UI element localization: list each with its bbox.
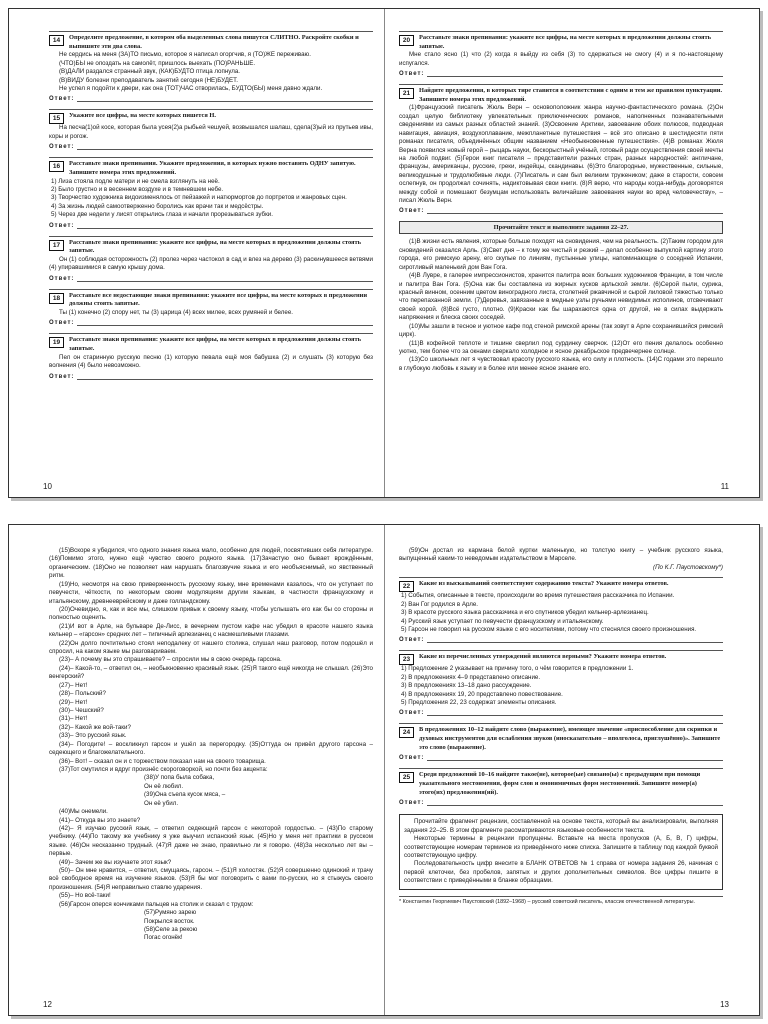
text-paragraph: (19)Но, несмотря на свою приверженность русскому языку, мне временами казалось, что он уступает по певучести, чёткости, по некоторым своим модуляциям другим языкам, в частности французскому и итальянскому, древнееврейскому и даже голландскому. [49,580,373,605]
task-question: Расставьте все недостающие знаки препинания: укажите все цифры, на месте которых в предложении должны стоять запятые. [69,291,368,308]
answer-line[interactable]: Ответ: [49,374,373,380]
task-text: (1)Французский писатель Жюль Верн – основоположник жанра научно-фантастического романа. (2)Он создал целую библиотеку увлекательных приключенческих романов, наполненных познавательными сведениями из самых разных областей знаний. (3)Освоение Арктики, завоевание обоих полюсов, подводная навигация, авиация, воздухоплавание, межпланетные путешествия – всё это описано в шестидесяти пяти романах писателя, объединённых общим названием «Необыкновенные путешествия». (4)В романах Жюля Верна появился новый герой – рыцарь науки, бескорыстный учёный, готовый ради осуществления своей мечты на любой подвиг. (5)Герои книг писателя – представители разных стран, разных народностей: англичане, французы, американцы, русские, греки, индейцы, скандинавы. (6)Это благородные, мужественные, сильные, великодушные и трудолюбивые люди. (7)Писатель и сам был великим тружеником; даже в старости, совсем ослепнув, он продолжал сочинять, надиктовывая свои книги. (8)Я верю, что народы когда-нибудь договорятся между собой и помешают безумцам использовать величайшие завоевания науки во вред человечеству», – писал Жюль Верн. [399,104,723,205]
page-number: 10 [43,482,52,491]
task-text: Мне стало ясно (1) что (2) когда я выйду из себя (3) то сдержаться не смогу (4) и я по-настоящему испугался. [399,51,723,67]
text-paragraph: (22)Он долго почтительно стоял неподалеку от нашего столика, слушал наш разговор, потом подошёл и спросил, на каком языке мы разговариваем. [49,639,373,656]
task-number: 14 [49,35,64,46]
list-item: 1) Лиза стояла подле матери и не смела взглянуть на неё. [51,177,220,185]
list-item: 2) Было грустно и в весеннем воздухе и в темневшем небе. [51,185,224,193]
task-15 [49,109,373,150]
task-question: Найдите предложения, в которых тире ставится в соответствии с одним и тем же правилом пунктуации. Запишите номера этих предложений. [419,87,723,103]
task-number: 19 [49,337,64,348]
list-item: 4) В предложениях 19, 20 представлено повествование. [401,690,563,698]
dialogue-line: (30)– Чешский? [59,707,104,715]
answer-line[interactable]: Ответ: [399,637,723,643]
task-24 [399,723,723,761]
text-paragraph: (20)Очевидно, я, как и все мы, слишком привык к своему языку, чтобы услышать его как бы со стороны и полностью оценить. [49,605,373,622]
text-paragraph: (10)Мы зашли в тесное и уютное кафе под стеной римской арены (так зовут в Арле сохранившийся римский цирк). [399,322,723,339]
answer-line[interactable]: Ответ: [399,208,723,214]
dialogue-line: (33)– Это русский язык. [59,732,127,740]
task-23 [399,650,723,716]
author-credit: (По К.Г. Паустовскому*) [653,563,723,571]
text-paragraph: (23)– А почему вы это спрашиваете? – спросили мы в свою очередь гарсона. [59,656,282,664]
task-number: 15 [49,113,64,124]
task-question: Расставьте знаки препинания. Укажите предложения, в которых нужно поставить ОДНУ запятую. Запишите номера этих предложений. [69,160,356,176]
text-paragraph: (24)– Какой-то, – ответил он, – необыкновенно красивый язык. (25)Я такого ещё никогда не слышал. (26)Это венгерский? [49,664,373,681]
answer-line[interactable]: Ответ: [49,223,373,229]
task-22 [399,577,723,643]
text-paragraph: (15)Вскоре я убедился, что одного знания языка мало, особенно для людей, посвятивших себя литературе. (16)Помимо этого, нужно ещё чувство своего родного языка. (17)Зачастую оно бывает врождённым, органическим. (18)Оно не позволяет нам нарушать благозвучие языка и его необъяснимый, но явственный ритм. [49,547,373,580]
page-11 [385,9,760,497]
list-item: 4) За жизнь людей самоотверженно боролись как врачи так и медсёстры. [51,202,264,210]
task-21 [399,84,723,214]
task-18 [49,289,373,327]
task-text: Ты (1) конечно (2) спору нет, ты (3) царица (4) всех милее, всех румяней и белее. [59,309,293,317]
answer-line[interactable]: Ответ: [49,276,373,282]
list-item: 3) В красоте русского языка рассказчика и его спутников убедил кельнер-арлезианец. [401,609,649,617]
list-item: 2) Ван Гог родился в Арле. [401,600,478,608]
task-16 [49,157,373,228]
dialogue-line: (32)– Какой же вой-таки? [59,723,131,731]
page-10 [9,9,385,497]
task-number: 17 [49,240,64,251]
poem-line: Он её любил. [144,782,184,790]
poem-line: (38)У попа была собака, [144,774,215,782]
task-number: 22 [399,581,414,592]
task-number: 21 [399,88,414,99]
task-question: Расставьте знаки препинания: укажите все цифры, на месте которых в предложении должны стоять запятые. [419,34,712,50]
option-line: (В)ДАЛИ раздался странный звук, (КАК)БУДТО птица лопнула. [59,68,240,76]
option-line: Не успел я подойти к двери, как она (ТОТ)ЧАС отворилась, БУДТО(БЫ) меня давно ждали. [59,84,323,92]
answer-line[interactable]: Ответ: [49,144,373,150]
text-paragraph: (40)Мы онемели. [59,808,108,816]
text-paragraph: (49)– Зачем же вы изучаете этот язык? [59,858,172,866]
answer-line[interactable]: Ответ: [49,96,373,102]
task-question: Какие из высказываний соответствуют содержанию текста? Укажите номера ответов. [419,580,669,588]
list-item: 1) Предложение 2 указывает на причину того, о чём говорится в предложении 1. [401,665,634,673]
dialogue-line: (27)– Нет! [59,681,88,689]
task-question: Расставьте знаки препинания: укажите все цифры, на месте которых в предложении должны стоять запятые. [69,336,362,353]
text-paragraph: (37)Тот смутился и вдруг произнёс скороговоркой, но почти без акцента: [59,765,268,773]
task-number: 16 [49,161,64,172]
task-20 [399,31,723,77]
answer-line[interactable]: Ответ: [399,710,723,716]
poem-line: (58)Селе за рекою [144,925,198,933]
text-paragraph: (36)– Вот! – сказал он и с торжеством показал нам на своего товарища. [59,757,266,765]
answer-line[interactable]: Ответ: [399,755,723,761]
poem-line: Покрылся восток. [144,917,195,925]
task-text: Пел он старинную русскую песню (1) которую певала ещё моя бабушка (2) и слушать (3) которую без волнения (4) было невозможно. [49,353,373,370]
task-25 [399,768,723,806]
instruction-frame [399,814,723,889]
answer-line[interactable]: Ответ: [49,320,373,326]
task-question: Какие из перечисленных утверждений являются верными? Укажите номера ответов. [419,653,667,661]
poem [49,909,373,943]
poem-line: (39)Она съела кусок мяса, – [144,791,226,799]
task-number: 18 [49,293,64,304]
poem-line: (57)Румяно зарею [144,909,197,917]
text-paragraph: (42)– Я изучаю русский язык, – ответил седеющий гарсон с некоторой гордостью. – (43)По старому учебнику. (44)По такому же учебнику я уже выучил испанский язык. (45)Но у меня нет практики в русском языке. (46)Он несказанно трудный. (47)Я даже не знаю, правильно ли я говорю. (48)За несколько лет вы – первые. [49,824,373,858]
task-14 [49,31,373,102]
task-text: На песча(1)ой косе, которая была усея(2)а рыбьей чешуей, возвышался шалаш, сдела(3)ый из прутьев ивы, коры и рогож. [49,124,373,140]
page-number: 13 [720,1000,729,1009]
task-text: Он (1) соблюдая осторожность (2) пролез через частокол в сад и влез на дерево (3) раскинувшееся ветвями (4) упиравшимися в самую крышу дома. [49,255,373,272]
list-item: 3) В предложениях 13–18 дано рассуждение. [401,682,532,690]
answer-line[interactable]: Ответ: [399,71,723,77]
page-number: 11 [720,482,729,491]
text-paragraph: (21)И вот в Арле, на бульваре Де-Лисс, в вечернем пустом кафе нас убедил в красоте нашего языка кельнер – «гарсон» средних лет – типичный арлезианец с насмешливыми глазами. [49,622,373,639]
text-paragraph: (41)– Откуда вы это знаете? [59,816,141,824]
task-question: Определите предложение, в котором оба выделенных слова пишутся СЛИТНО. Раскройте скобки и выпишите эти два слова. [69,34,359,50]
list-item: 3) Творчество художника видоизменялось от пейзажей и натюрмортов до портретов и жанровых сцен. [51,194,347,202]
list-item: 4) Русский язык уступает по певучести французскому и итальянскому. [401,617,604,625]
section-heading: Прочитайте текст и выполните задания 22–27. [399,221,723,234]
list-item: 1) События, описанные в тексте, происходили во время путешествия рассказчика по Испании. [401,592,675,600]
dialogue-line: (29)– Нет! [59,698,88,706]
task-number: 24 [399,727,414,738]
page-13 [385,525,760,1015]
text-paragraph: (13)Со школьных лет я чувствовал красоту русского языка, его силу и плотность. (14)С годами это перешло в глубокую любовь к языку и в более или менее ясное знание его. [399,356,723,372]
text-paragraph: (56)Гарсон оперся кончиками пальцев на столик и сказал с трудом: [59,900,254,908]
task-17 [49,236,373,282]
dialogue-line: (31)– Нет! [59,715,88,723]
footnote: * Константин Георгиевич Паустовский (1892–1968) – русский советский писатель, классик отечественной литературы. [399,896,723,906]
dialogue-line: (28)– Польский? [59,690,106,698]
task-question: Расставьте знаки препинания: укажите все цифры, на месте которых в предложении должны стоять запятые. [69,238,362,255]
list-item: 2) В предложениях 4–9 представлено описание. [401,673,541,681]
text-paragraph: (4)В Лувре, в галерее импрессионистов, хранится палитра всех больших художников Франции, в том числе и палитра Ван Гога. (5)Она как бы составлена из жирных кусков арльской земли. (6)Серой пыли, сурика, красный винном, осенним цветом виноградного листа, столетней ржавчиной и сырой лиловой тяжестью только что перепаханной земли. (7)Деревья, завязанные в медные узлы ручьями невидимых исполинов, отсвечивают своей корой. (8)Всё густо, плотно. (9)Краски как бы шарахаются одна от другой, не в силах выдержать напряжения и блеска своих соседей. [399,272,723,322]
task-question: Укажите все цифры, на месте которых пишется Н. [69,112,216,120]
answer-line[interactable]: Ответ: [399,800,723,806]
task-number: 23 [399,654,414,665]
text-paragraph: (59)Он достал из кармана белой куртки маленькую, но толстую книгу – учебник русского языка, выпущенный каким-то неведомым издательством в Марселе. [399,547,723,563]
poem-line: Погас огонёк! [144,934,183,942]
instruction-text: Прочитайте фрагмент рецензии, составленной на основе текста, который вы анализировали, выполняя задания 22–25. В этом фрагменте рассматриваются языковые особенности текста. [404,818,718,834]
task-number: 25 [399,772,414,783]
page-number: 12 [43,1000,52,1009]
task-19 [49,333,373,379]
bottom-spread [8,524,760,1016]
page-12 [9,525,385,1015]
text-paragraph: (50)– Он мне нравится, – ответил, смущаясь, гарсон. – (51)Я холостяк. (52)Я совершенно одинокий и трачу всё свободное время на изучение языков. (53)Я бы мог поговорить с вами по-русски, но я стыжусь своего произношения. (54)Я неправильно ставлю ударения. [49,867,373,891]
text-paragraph: (1)В жизни есть явления, которые больше походят на сновидения, чем на реальность. (2)Таким городом для сновидений оказался Арль. (3)Свет дня – к тому же чистый и резкий – делал особенно выпуклой картину этого города, его римскую арену, его скупые по линиям, пустынные улицы, напоминающие о соседней Испании, сиротливый маленький дом Ван Гога. [399,238,724,271]
option-line: (В)ВИДУ болезни преподаватель занятий сегодня (НЕ)БУДЕТ. [59,76,238,84]
list-item: 5) Гарсон не говорил на русском языке с его носителями, потому что стеснялся своего произношения. [401,625,697,633]
option-line: (ЧТО)БЫ не опоздать на самолёт, пришлось выехать (ПО)РАНЬШЕ. [59,59,256,67]
text-paragraph: (55)– Но всё-таки! [59,892,111,900]
task-question: Среди предложений 10–16 найдите такое(ие), которое(ые) связано(ы) с предыдущим при помощи указательного местоимения, форм слов и омонимичных форм местоимений. Запишите номер(а) этого(их) предложения(ий). [419,771,701,796]
task-question: В предложениях 10–12 найдите слово (выражение), имеющее значение «приспособление для скрипки и духовых инструментов для ослабления звуков (иносказательно – вполголоса, приглушённо)». Запишите это слово (выражение). [419,726,721,751]
text-paragraph: (34)– Погодите! – воскликнул гарсон и ушёл за перегородку. (35)Оттуда он привёл другого гарсона – седеющего и благожелательного. [49,740,373,757]
list-item: 5) Предложения 22, 23 содержат элементы описания. [401,699,557,707]
list-item: 5) Через две недели у лисят открылись глаза и начали прорезываться зубки. [51,211,273,219]
instruction-text: Некоторые термины в рецензии пропущены. Вставьте на места пропусков (А, Б, В, Г) цифры, соответствующие номерам терминов из приведённого ниже списка. Запишите в таблицу под каждой буквой соответствующую цифру. [404,835,718,860]
text-paragraph: (11)В кофейной теплоте и тишине сверлил под сурдинку сверчок. (12)От его пения делалось особенно уютно, тем более что за окнами сверкало холодное и ясное декабрьское предвечернее солнце. [399,339,723,355]
poem-line: Он её убил. [144,799,179,807]
task-number: 20 [399,35,414,46]
option-line: Не сердись на меня (ЗА)ТО письмо, которое я написал огоргчив, я (ТО)ЖЕ переживаю. [59,51,311,59]
top-spread [8,8,760,498]
poem [49,774,373,808]
instruction-text: Последовательность цифр внесите в БЛАНК ОТВЕТОВ № 1 справа от номера задания 26, начиная с первой клеточки, без пробелов, запятых и других дополнительных символов. Все цифры пишите в соответствии с приведёнными в бланке образцами. [404,860,718,885]
